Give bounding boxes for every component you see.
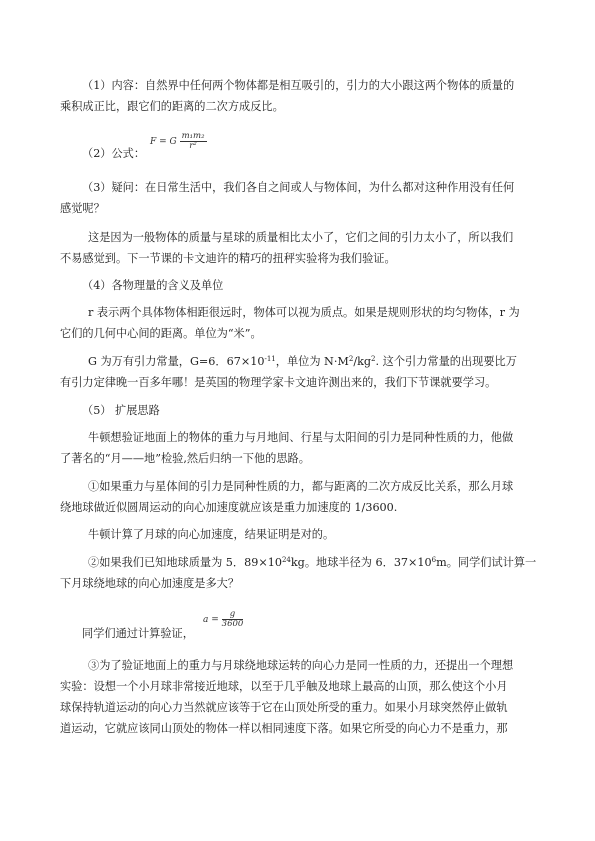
text-run: . 这个引力常量的出现要比万 [375,355,517,368]
formula-denominator: 3600 [221,619,244,629]
newton-paragraph-line: 了著名的“月——地”检验,然后归纳一下他的思路。 [60,452,310,465]
formula-lhs: a = [203,615,219,625]
acceleration-formula [203,610,243,629]
gravitation-formula [150,132,207,151]
content-paragraph-line: （1）内容：自然界中任何两个物体都是相互吸引的，引力的大小跟这两个物体的质量的 [82,79,515,92]
text-run: /kg [353,355,372,368]
explanation-paragraph-line: 这是因为一般物体的质量与星球的质量相比太小了，它们之间的引力太小了，所以我们 [88,231,514,244]
units-paragraph-line: 它们的几何中心间的距离。单位为“米”。 [60,327,262,340]
step3-paragraph-line: 球保持轨道运动的向心力当然就应该等于它在山顶处所受的重力。如果小月球突然停止做轨 [60,701,508,714]
formula-numerator: m₁m₂ [181,131,205,141]
formula-denominator: r² [189,141,197,151]
text-run: ，单位为 N·M [275,355,349,368]
content-paragraph-line: 乘积成正比，跟它们的距离的二次方成反比。 [60,100,284,113]
step3-paragraph-line: 实验：设想一个小月球非常接近地球，以至于几乎触及地球上最高的山顶，那么使这个小月 [60,680,508,693]
step2-paragraph-line: 下月球绕地球的向心加速度是多大？ [60,577,240,590]
result-paragraph: 牛顿计算了月球的向心加速度，结果证明是对的。 [88,528,335,541]
step1-paragraph-line: 绕地球做近似圆周运动的向心加速度就应该是重力加速度的 1/3600. [60,501,398,514]
formula-fraction [222,610,244,629]
explanation-paragraph-line: 不易感觉到。下一节课的卡文迪许的精巧的扭秤实验将为我们验证。 [60,252,396,265]
superscript: 24 [281,556,291,564]
constant-paragraph-line: 有引力定律晚一百多年哪！是英国的物理学家卡文迪许测出来的，我们下节课就要学习。 [60,376,497,389]
superscript: 2 [371,355,376,363]
verification-label: 同学们通过计算验证， [82,627,194,640]
newton-paragraph-line: 牛顿想验证地面上的物体的重力与月地间、行星与太阳间的引力是同种性质的力，他做 [88,431,514,444]
step2-paragraph-line [60,552,542,573]
question-paragraph-line: （3）疑问：在日常生活中，我们各自之间或人与物体间，为什么都对这种作用没有任何 [82,181,515,194]
step3-paragraph-line: ③为了验证地面上的重力与月球绕地球运转的向心力是同一性质的力，还提出一个理想 [88,659,514,672]
text-run: G 为万有引力常量，G=6．67×10 [88,355,265,368]
text-run: kg。地球半径为 6．37×10 [290,556,432,569]
text-run: m。同学们试计算一 [436,556,537,569]
constant-paragraph-line [60,351,542,372]
step3-paragraph-line: 道运动，它就应该同山顶处的物体一样以相同速度下落。如果它所受的向心力不是重力，那 [60,722,508,735]
formula-lhs: F = G [150,137,177,147]
units-paragraph-line: r 表示两个具体物体相距很远时，物体可以视为质点。如果是规则形状的均匀物体，r 为 [88,306,520,319]
section-heading: （5） 扩展思路 [82,404,160,417]
superscript: 6 [431,556,437,564]
formula-numerator: g [222,610,244,620]
section-heading: （4）各物理量的含义及单位 [82,279,224,292]
superscript: 2 [348,355,354,363]
text-run: ②如果我们已知地球质量为 5．89×10 [88,556,282,569]
superscript: -11 [264,355,276,363]
formula-label: （2）公式： [82,147,146,160]
formula-fraction [180,132,207,151]
step1-paragraph-line: ①如果重力与星体间的引力是同种性质的力，都与距离的二次方成反比关系，那么月球 [88,480,514,493]
question-paragraph-line: 感觉呢？ [60,202,105,215]
